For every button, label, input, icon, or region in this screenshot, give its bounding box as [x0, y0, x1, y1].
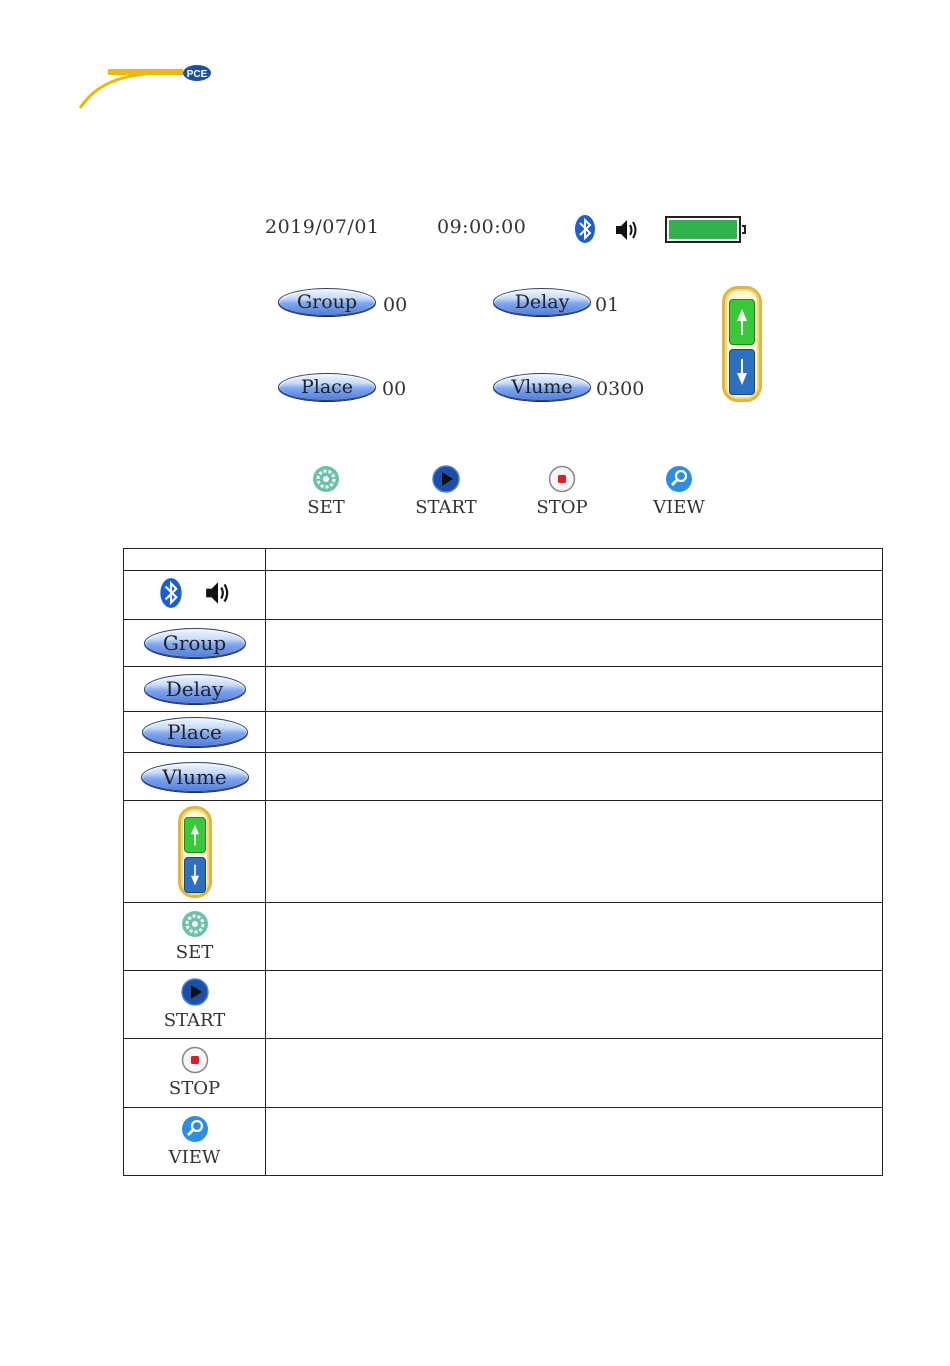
group-button[interactable]: Group — [278, 288, 376, 316]
gear-icon — [181, 910, 209, 942]
stop-icon — [181, 1046, 209, 1078]
legend-desc-cell — [266, 1039, 883, 1108]
group-value: 00 — [383, 294, 408, 316]
volume-button: Vlume — [141, 762, 249, 792]
legend-row — [124, 753, 883, 801]
start-action[interactable] — [412, 465, 480, 518]
battery-fill — [669, 220, 737, 239]
legend-header-icon-cell — [124, 549, 266, 571]
legend-icon-cell — [124, 971, 266, 1039]
bluetooth-icon — [574, 214, 596, 244]
legend-icon-cell — [124, 667, 266, 712]
legend-desc-cell — [266, 620, 883, 667]
legend-row — [124, 971, 883, 1039]
legend-row — [124, 712, 883, 753]
legend-icon-cell — [124, 1039, 266, 1108]
legend-desc-cell — [266, 1108, 883, 1176]
legend-row — [124, 1108, 883, 1176]
volume-button[interactable]: Vlume — [493, 373, 591, 401]
legend-row — [124, 1039, 883, 1108]
stop-label: STOP — [168, 1078, 221, 1099]
legend-icon-cell — [124, 801, 266, 903]
legend-desc-cell — [266, 971, 883, 1039]
down-arrow-button[interactable] — [729, 349, 755, 395]
legend-icon-cell — [124, 753, 266, 801]
volume-value: 0300 — [596, 378, 645, 400]
up-arrow-button[interactable] — [729, 299, 755, 345]
view-label: VIEW — [168, 1146, 221, 1168]
set-label: SET — [307, 497, 345, 518]
battery-tip — [742, 225, 746, 234]
place-button[interactable]: Place — [278, 373, 376, 401]
date-display: 2019/07/01 — [265, 216, 380, 238]
bluetooth-icon — [159, 577, 183, 613]
legend-row — [124, 571, 883, 620]
legend-row — [124, 620, 883, 667]
legend-icon-cell — [124, 620, 266, 667]
legend-desc-cell — [266, 753, 883, 801]
legend-header-row — [124, 549, 883, 571]
pce-logo — [78, 60, 218, 112]
play-icon — [432, 465, 460, 493]
gear-icon — [312, 465, 340, 493]
play-icon — [181, 978, 209, 1010]
place-button: Place — [142, 717, 248, 747]
start-label: START — [163, 1009, 226, 1031]
legend-row — [124, 903, 883, 971]
up-down-control — [722, 286, 762, 402]
start-label: START — [415, 497, 477, 518]
set-label: SET — [175, 941, 214, 963]
legend-desc-cell — [266, 712, 883, 753]
logo-text: PCE — [186, 69, 208, 80]
battery-indicator — [665, 216, 741, 243]
magnifier-icon — [665, 465, 693, 493]
stop-action[interactable] — [535, 465, 589, 518]
down-arrow-button — [184, 857, 206, 893]
legend-icon-cell — [124, 903, 266, 971]
delay-value: 01 — [595, 294, 620, 316]
legend-header-desc-cell — [266, 549, 883, 571]
magnifier-icon — [181, 1115, 209, 1147]
speaker-icon — [615, 217, 639, 243]
stop-icon — [548, 465, 576, 493]
view-action[interactable] — [651, 465, 707, 518]
delay-button: Delay — [144, 674, 246, 704]
up-arrow-button — [184, 817, 206, 853]
legend-table — [123, 548, 883, 1176]
speaker-icon — [205, 579, 231, 611]
legend-desc-cell — [266, 801, 883, 903]
legend-desc-cell — [266, 667, 883, 712]
arrow-down-icon — [736, 357, 748, 387]
arrow-down-icon — [190, 863, 200, 887]
place-value: 00 — [382, 378, 407, 400]
delay-button[interactable]: Delay — [493, 288, 591, 316]
legend-desc-cell — [266, 571, 883, 620]
legend-row — [124, 801, 883, 903]
up-down-control — [178, 806, 212, 898]
legend-desc-cell — [266, 903, 883, 971]
legend-icon-cell — [124, 1108, 266, 1176]
set-action[interactable] — [300, 465, 352, 518]
view-label: VIEW — [653, 497, 705, 518]
arrow-up-icon — [736, 307, 748, 337]
legend-icon-cell — [124, 712, 266, 753]
stop-label: STOP — [536, 497, 588, 518]
group-button: Group — [144, 628, 246, 658]
arrow-up-icon — [190, 823, 200, 847]
legend-icon-cell — [124, 571, 266, 620]
time-display: 09:00:00 — [437, 216, 527, 238]
legend-row — [124, 667, 883, 712]
